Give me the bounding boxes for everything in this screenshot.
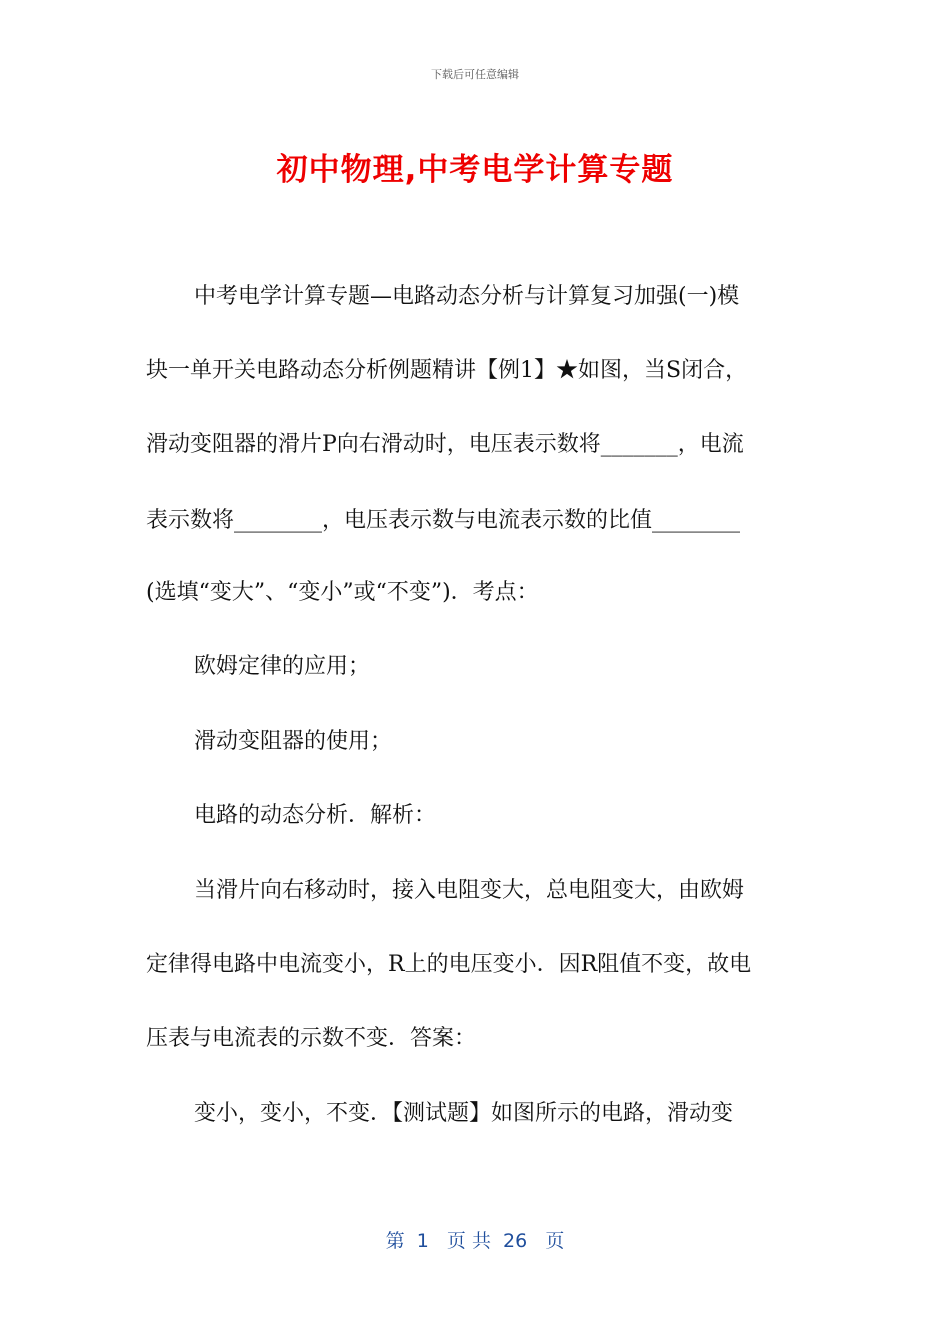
paragraph-line: 定律得电路中电流变小，R上的电压变小．因R阻值不变，故电 — [146, 952, 752, 977]
paragraph-line: 压表与电流表的示数不变．答案： — [146, 1026, 477, 1051]
paragraph-line: 滑动变阻器的使用； — [194, 729, 393, 754]
paragraph-line: 中考电学计算专题—电路动态分析与计算复习加强(一)模 — [194, 284, 740, 309]
paragraph-line: 块一单开关电路动态分析例题精讲【例1】★如图，当S闭合， — [146, 358, 748, 383]
paragraph-line: 电路的动态分析．解析： — [194, 803, 437, 828]
paragraph-line: (选填“变大”、“变小”或“不变”)．考点： — [146, 580, 539, 605]
paragraph-line: 表示数将________，电压表示数与电流表示数的比值________ — [146, 508, 741, 533]
page-counter: 第 1 页 共 26 页 — [385, 1230, 565, 1252]
paragraph-line: 滑动变阻器的滑片P向右滑动时，电压表示数将_______，电流 — [146, 432, 744, 457]
paragraph-line: 当滑片向右移动时，接入电阻变大，总电阻变大，由欧姆 — [194, 878, 745, 903]
document-title: 初中物理,中考电学计算专题 — [276, 152, 674, 188]
download-note: 下载后可任意编辑 — [431, 68, 519, 81]
paragraph-line: 变小，变小，不变．【测试题】如图所示的电路，滑动变 — [194, 1101, 734, 1126]
paragraph-line: 欧姆定律的应用； — [194, 654, 371, 679]
